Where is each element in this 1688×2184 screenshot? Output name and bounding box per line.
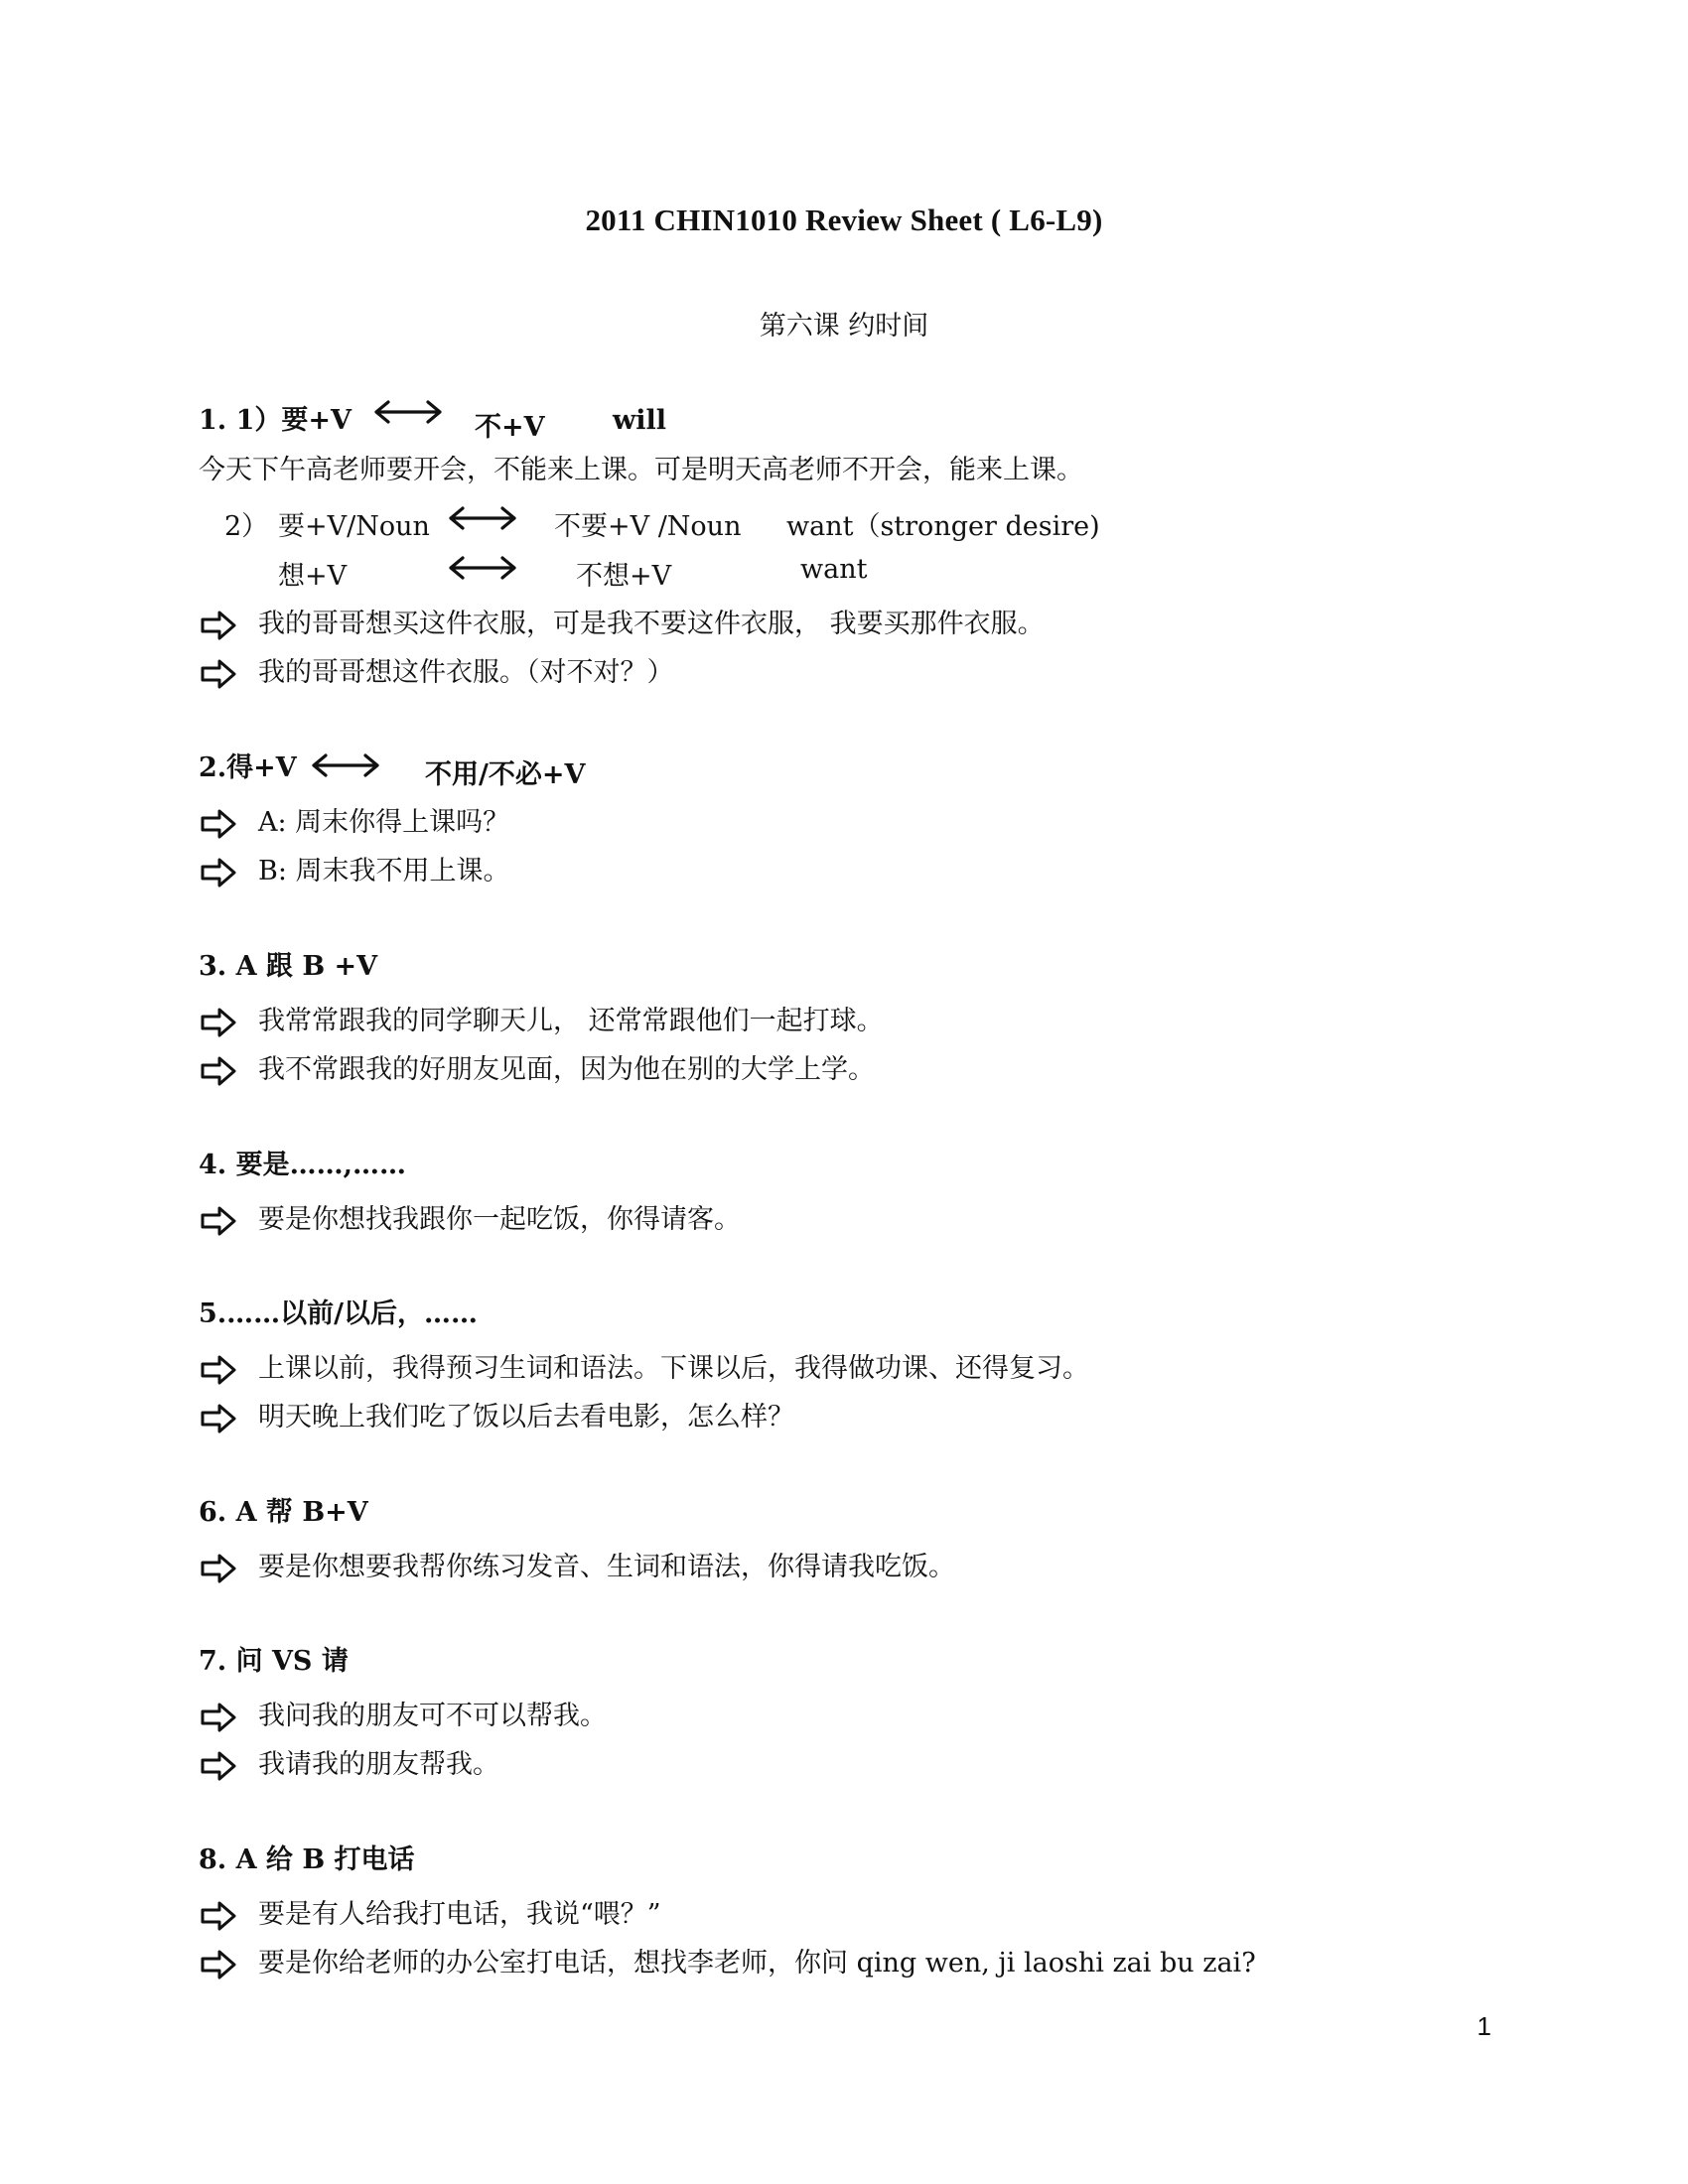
section-1-sub2-meaning: want（stronger desire) [786,511,1100,542]
arrow-bullet-icon [201,1206,258,1236]
double-arrow-icon [372,400,444,424]
section-1-sub2-left: 要+V/Noun [278,511,430,542]
section-1-sentence: 今天下午高老师要开会，不能来上课。可是明天高老师不开会，能来上课。 [199,455,1083,485]
section-1-sub3-meaning: want [800,554,868,585]
example-item: B: 周末我不用上课。 [201,856,510,887]
arrow-bullet-icon [201,1404,258,1433]
section-1-meaning: will [613,405,667,436]
double-arrow-icon [447,506,518,530]
section-1-sub3-right: 不想+V [576,561,672,592]
section-1-left: 要+V [281,405,352,436]
example-item: 要是你想找我跟你一起吃饭，你得请客。 [201,1204,741,1236]
arrow-bullet-icon [201,1554,258,1583]
arrow-bullet-icon [201,809,258,839]
example-item: 我常常跟我的同学聊天儿， 还常常跟他们一起打球。 [201,1006,884,1037]
section-7-heading: 7. 问 VS 请 [199,1646,349,1677]
arrow-bullet-icon [201,1355,258,1385]
section-3-heading: 3. A 跟 B +V [199,951,378,982]
section-8-heading: 8. A 给 B 打电话 [199,1844,415,1875]
arrow-bullet-icon [201,1056,258,1086]
section-2-right: 不用/不必+V [425,759,586,790]
example-item: 要是你给老师的办公室打电话，想找李老师，你问 qing wen, ji laoshi zai bu zai? [201,1948,1256,1979]
document-title: 2011 CHIN1010 Review Sheet ( L6-L9) [585,203,1103,237]
example-item: 我请我的朋友帮我。 [201,1749,499,1781]
section-1-right: 不+V [475,412,545,443]
lesson-title: 第六课 约时间 [759,311,929,341]
example-item: 我的哥哥想买这件衣服，可是我不要这件衣服， 我要买那件衣服。 [201,609,1045,640]
section-6-heading: 6. A 帮 B+V [199,1497,368,1528]
example-item: 上课以前，我得预习生词和语法。下课以后，我得做功课、还得复习。 [201,1353,1089,1385]
arrow-bullet-icon [201,858,258,887]
example-item: 我问我的朋友可不可以帮我。 [201,1701,607,1732]
arrow-bullet-icon [201,1703,258,1732]
arrow-bullet-icon [201,1950,258,1979]
example-item: A: 周末你得上课吗？ [201,807,509,839]
example-item: 要是有人给我打电话，我说“喂？” [201,1899,661,1931]
double-arrow-icon [447,556,518,580]
section-4-heading: 4. 要是……,…… [199,1150,406,1180]
example-item: 我不常跟我的好朋友见面，因为他在别的大学上学。 [201,1054,875,1086]
page-number: 1 [1477,2011,1491,2041]
section-2-left: 2.得+V [199,752,297,783]
section-5-heading: 5.……以前/以后，…… [199,1298,479,1329]
section-1-heading [199,405,352,437]
arrow-bullet-icon [201,1008,258,1037]
arrow-bullet-icon [201,611,258,640]
double-arrow-icon [310,753,381,777]
section-1-sub2-right: 不要+V /Noun [554,511,742,542]
example-item: 我的哥哥想这件衣服。（对不对？） [201,657,674,689]
section-1-sub2-label: 2） [224,511,269,542]
example-item: 要是你想要我帮你练习发音、生词和语法，你得请我吃饭。 [201,1552,955,1583]
section-1-number: 1. 1） [199,405,282,436]
arrow-bullet-icon [201,1901,258,1931]
example-item: 明天晚上我们吃了饭以后去看电影，怎么样？ [201,1402,794,1433]
section-1-sub3-left: 想+V [278,561,348,592]
arrow-bullet-icon [201,659,258,689]
arrow-bullet-icon [201,1751,258,1781]
